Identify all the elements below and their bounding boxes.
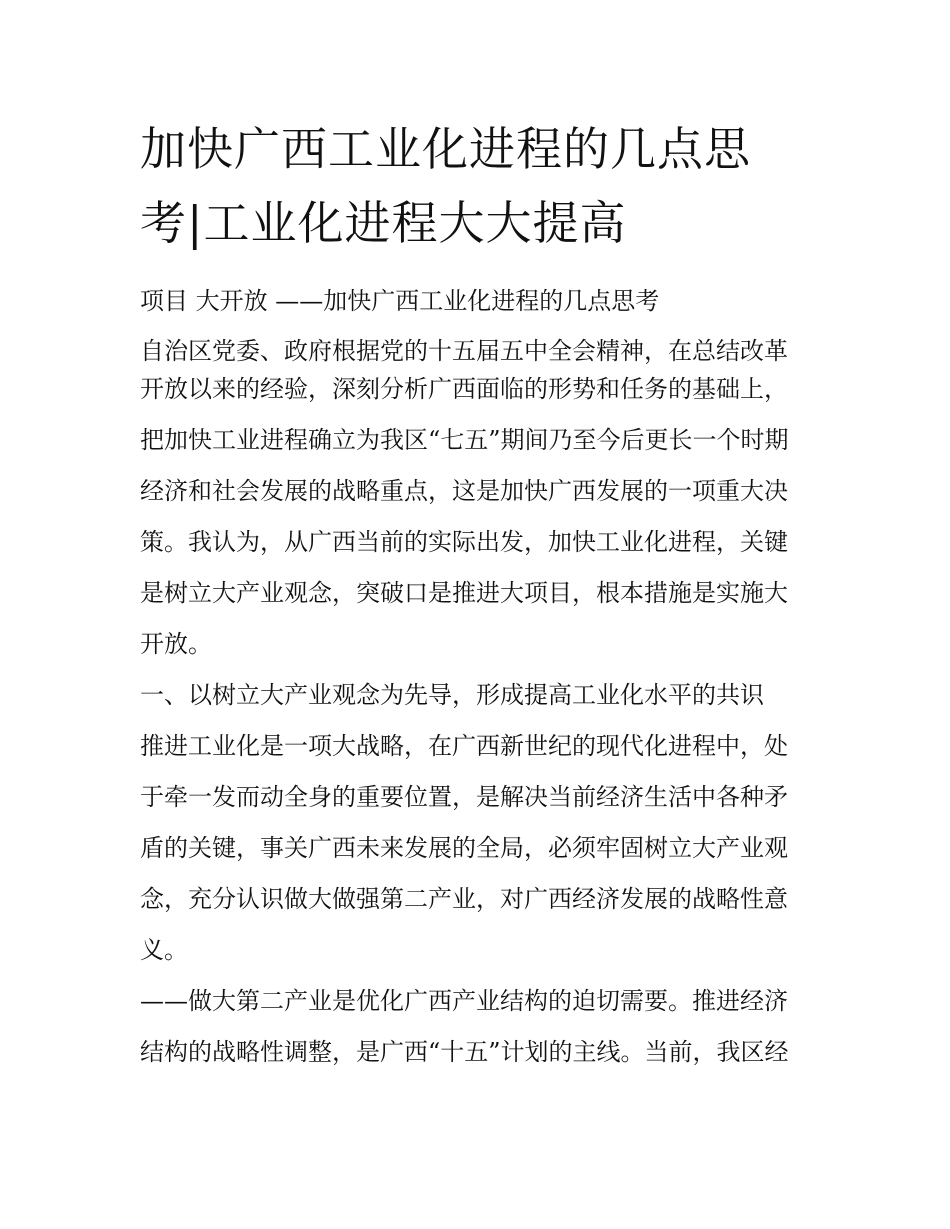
document-title bbox=[140, 112, 830, 260]
text-line: 自治区党委、政府根据党的十五届五中全会精神，在总结改革 bbox=[140, 337, 788, 365]
section-heading: 一、以树立大产业观念为先导，形成提高工业化水平的共识 bbox=[140, 681, 764, 709]
title-line-2: 考|工业化进程大大提高 bbox=[140, 196, 627, 250]
section-heading-1 bbox=[140, 676, 820, 714]
text-line: 开放。 bbox=[140, 630, 212, 658]
document-body bbox=[140, 282, 820, 1071]
text-line: ——做大第二产业是优化广西产业结构的迫切需要。推进经济 bbox=[140, 987, 788, 1015]
paragraph-intro bbox=[140, 332, 820, 663]
text-line: 盾的关键，事关广西未来发展的全局，必须牢固树立大产业观 bbox=[140, 834, 788, 862]
paragraph-industrialization bbox=[140, 727, 820, 969]
text-line: 是树立大产业观念，突破口是推进大项目，根本措施是实施大 bbox=[140, 579, 788, 607]
text-line: 把加快工业进程确立为我区“七五”期间乃至今后更长一个时期 bbox=[140, 426, 789, 454]
text-line: 结构的战略性调整，是广西“十五”计划的主线。当前，我区经 bbox=[140, 1038, 789, 1066]
text-line: 策。我认为，从广西当前的实际出发，加快工业化进程，关键 bbox=[140, 528, 788, 556]
title-line-1: 加快广西工业化进程的几点思 bbox=[140, 122, 751, 176]
text-line: 推进工业化是一项大战略，在广西新世纪的现代化进程中，处 bbox=[140, 732, 788, 760]
text-line: 念，充分认识做大做强第二产业，对广西经济发展的战略性意 bbox=[140, 885, 788, 913]
text-line: 义。 bbox=[140, 936, 188, 964]
text-line: 开放以来的经验，深刻分析广西面临的形势和任务的基础上， bbox=[140, 375, 788, 403]
document-subtitle: 项目 大开放 ——加快广西工业化进程的几点思考 bbox=[140, 287, 660, 315]
text-line: 经济和社会发展的战略重点，这是加快广西发展的一项重大决 bbox=[140, 477, 788, 505]
paragraph-secondary-industry bbox=[140, 982, 820, 1071]
text-line: 于牵一发而动全身的重要位置，是解决当前经济生活中各种矛 bbox=[140, 783, 788, 811]
